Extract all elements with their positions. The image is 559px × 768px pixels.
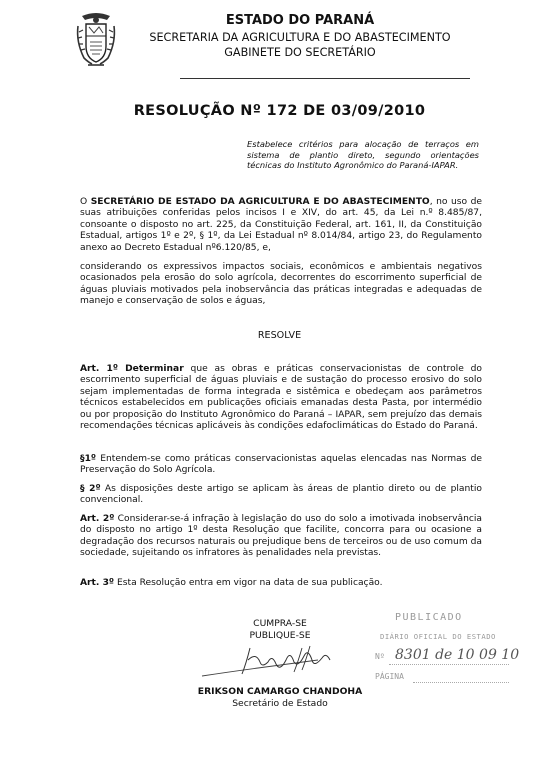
stamp-title: PUBLICADO [395,612,463,623]
stamp-page-label: PÁGINA [375,672,404,681]
handwritten-signature [198,638,346,684]
coat-of-arms-icon [74,12,118,68]
preamble-article: O [80,197,91,207]
article-2-label: Art. 2º [80,514,115,524]
resolve-heading: RESOLVE [257,330,302,341]
preamble-text: , no uso de suas atribuições conferidas pelos incisos I e XIV, do art. 45, da Lei n.º 8.485/87, consoante o disposto no art. 225, da Constituição Federal, art. 161, II, da Constituição Estadual, artigos 1º e 2º, § 1º, da Lei Estadual nº 8.014/84, artigo 23, do Regulamento anexo ao Decreto Estadual nº6.120/85, e, [80,197,483,253]
header-cabinet: GABINETE DO SECRETÁRIO [224,46,376,59]
paragraph-2 [80,484,482,507]
considerando-paragraph: considerando os expressivos impactos sociais, econômicos e ambientais negativos ocasionados pela erosão do solo agrícola, decorrentes do escorrimento superficial de águas pluviais motivados pela inobservância das práticas integradas e adequadas de manejo e conservação de solos e águas, [80,262,482,307]
article-3-label: Art. 3º [80,578,115,588]
paragraph-2-text: As disposições deste artigo se aplicam às áreas de plantio direto ou de plantio convencional. [80,484,482,506]
stamp-subtitle: DIÁRIO OFICIAL DO ESTADO [380,632,496,641]
publication-stamp [375,612,520,690]
stamp-handwritten-entry: 8301 de 10 09 10 [395,647,520,663]
resolution-title: RESOLUÇÃO Nº 172 DE 03/09/2010 [133,103,426,119]
paragraph-1-label: §1º [80,454,97,464]
stamp-number-label: Nº [375,652,385,661]
article-2-text: Considerar-se-á infração à legislação do uso do solo a imotivada inobservância do disposto no artigo 1º desta Resolução que facilite, concorra para ou ocasione a degradação dos recursos naturais ou prejudique bens de terceiros ou de uso comum da sociedade, sujeitando os infratores às penalidades nela previstas. [80,514,482,559]
header-secretariat: SECRETARIA DA AGRICULTURA E DO ABASTECIMENTO [149,31,451,44]
paragraph-1-text: Entendem-se como práticas conservacionistas aquelas elencadas nas Normas de Preservação do Solo Agrícola. [80,454,482,476]
paragraph-2-label: § 2º [80,484,101,494]
article-2 [80,514,482,560]
resolution-summary: Estabelece critérios para alocação de terraços em sistema de plantio direto, segundo orientações técnicas do Instituto Agronômico do Paraná-IAPAR. [247,139,479,171]
signatory-role: Secretário de Estado [232,698,328,709]
article-3-text: Esta Resolução entra em vigor na data de sua publicação. [114,578,383,588]
preamble-authority: SECRETÁRIO DE ESTADO DA AGRICULTURA E DO ABASTECIMENTO [90,197,430,207]
signatory-name: ERIKSON CAMARGO CHANDOHA [197,686,363,697]
stamp-number-line [389,664,509,665]
closing-publique-se: PUBLIQUE-SE [249,630,311,641]
closing-cumpra-se: CUMPRA-SE [253,618,307,629]
header-divider [180,78,470,79]
article-3 [80,578,482,589]
header-state-name: ESTADO DO PARANÁ [225,13,375,28]
stamp-page-line [413,682,509,683]
paragraph-1 [80,454,482,477]
article-1 [80,364,482,432]
article-1-label: Art. 1º Determinar [80,364,184,374]
article-1-text: que as obras e práticas conservacionistas de controle do escorrimento superficial de águas pluviais e de sustação do processo erosivo do solo sejam implementadas de forma integrada e sistêmica e obedeçam aos parâmetros técnicos estabelecidos em publicações oficiais emanadas desta Pasta, por intermédio ou por proposição do Instituto Agronômico do Paraná – IAPAR, sem prejuízo das demais recomendações técnicas aplicáveis às condições edafoclimáticas do Estado do Paraná. [80,364,483,432]
preamble-paragraph [80,197,482,254]
